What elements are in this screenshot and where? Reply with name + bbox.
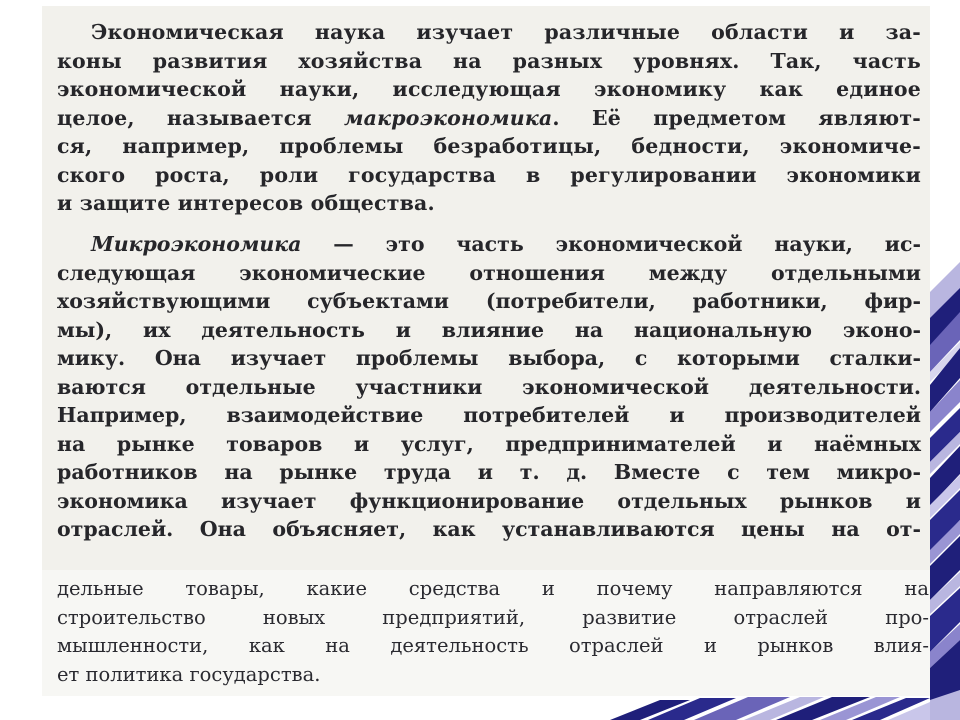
paragraph-microeconomics <box>57 230 921 544</box>
text-line: Микроэкономика — это часть экономической науки, ис- <box>91 232 921 256</box>
text-line: мышленности, как на деятельность отраслей и рынков влия- <box>57 634 929 657</box>
term-macroeconomics: макроэкономика <box>343 105 553 130</box>
term-microeconomics: Микроэкономика <box>91 232 302 256</box>
text-line: отраслей. Она объясняет, как устанавливаются цены на от- <box>57 517 921 541</box>
text-line: работников на рынке труда и т. д. Вместе с тем микро- <box>57 460 921 484</box>
text-line: Экономическая наука изучает различные области и за- <box>91 20 921 44</box>
text-line: дельные товары, какие средства и почему направляются на <box>57 577 929 600</box>
bottom-stripes <box>610 697 930 720</box>
text-line: ет политика государства. <box>57 662 321 686</box>
text-line: мику. Она изучает проблемы выбора, с которыми сталки- <box>57 346 921 370</box>
text-line: экономика изучает функционирование отдельных рынков и <box>57 488 921 513</box>
text-line: целое, называется макроэкономика. Её предметом являют- <box>57 105 921 130</box>
text-line: строительство новых предприятий, развитие отраслей про- <box>57 605 929 629</box>
right-stripes <box>930 262 960 720</box>
text-line: мы), их деятельность и влияние на национальную эконо- <box>57 317 921 342</box>
text-line: следующая экономические отношения между отдельными <box>57 260 921 285</box>
text-line: хозяйствующими субъектами (потребители, работники, фир- <box>57 289 921 313</box>
text-line: ваются отдельные участники экономической деятельности. <box>57 374 921 399</box>
text-line: ского роста, роли государства в регулировании экономики <box>57 162 921 187</box>
paragraph-macroeconomics <box>57 18 921 218</box>
text-line: Например, взаимодействие потребителей и производителей <box>57 403 921 427</box>
paragraph-continuation <box>57 575 929 689</box>
text-line: коны развития хозяйства на разных уровнях. Так, часть <box>57 48 921 73</box>
text-line: на рынке товаров и услуг, предпринимателей и наёмных <box>57 431 921 456</box>
text-line: и защите интересов общества. <box>57 191 435 215</box>
text-line: ся, например, проблемы безработицы, бедности, экономиче- <box>57 134 921 158</box>
text-line: экономической науки, исследующая экономику как единое <box>57 77 921 101</box>
